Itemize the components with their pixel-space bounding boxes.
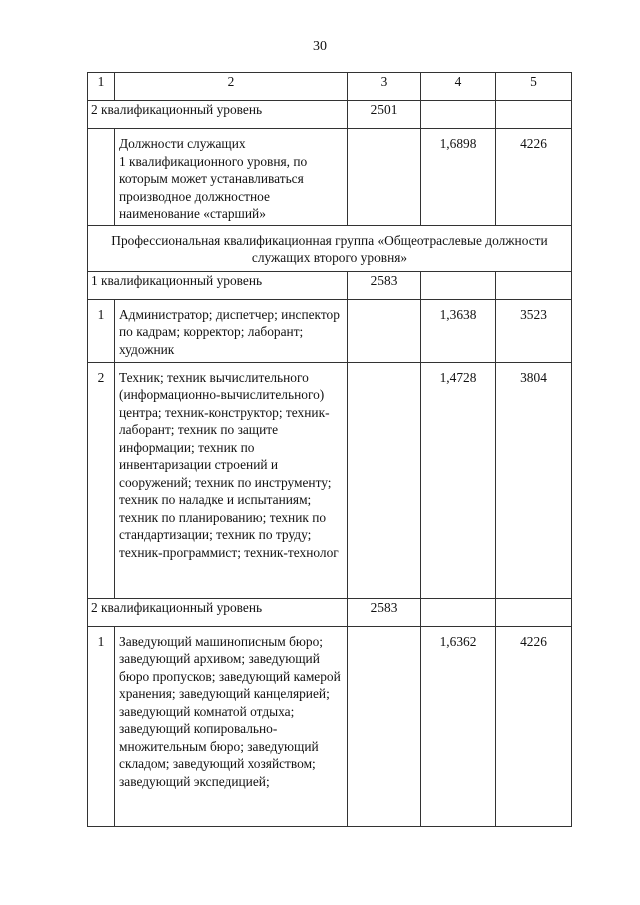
salary: 3523 (496, 299, 572, 362)
qualification-level-row (88, 598, 572, 626)
row-number (88, 129, 115, 226)
coefficient: 1,3638 (421, 299, 496, 362)
level-code: 2583 (348, 271, 421, 299)
table-row (88, 626, 572, 826)
level-code: 2501 (348, 101, 421, 129)
table-row (88, 299, 572, 362)
table-row (88, 362, 572, 598)
position-text (115, 129, 348, 226)
table-header-row (88, 73, 572, 101)
salary: 4226 (496, 626, 572, 826)
salary: 3804 (496, 362, 572, 598)
column-header: 3 (348, 73, 421, 101)
table-row (88, 129, 572, 226)
group-heading-row (88, 225, 572, 271)
position-text: Заведующий машинописным бюро; заведующий архивом; заведующий бюро пропусков; заведующий камерой хранения; заведующий канцелярией; заведующий комнатой отдыха; заведующий копировально-множительным бюро; заведующий складом; заведующий хозяйством; заведующий экспедицией; (115, 626, 348, 826)
level-label: 2 квалификационный уровень (88, 101, 348, 129)
position-text-line: Должности служащих (119, 136, 246, 151)
position-text: Техник; техник вычислительного (информационно-вычислительного) центра; техник-конструктор; техник-лаборант; техник по защите информации; техник по инвентаризации строений и сооружений; техник по инструменту; техник по наладке и испытаниям; техник по планированию; техник по стандартизации; техник по труду; техник-программист; техник-технолог (115, 362, 348, 598)
column-header: 5 (496, 73, 572, 101)
qualification-level-row (88, 271, 572, 299)
column-header: 1 (88, 73, 115, 101)
column-header: 2 (115, 73, 348, 101)
row-number: 2 (88, 362, 115, 598)
coefficient: 1,6898 (421, 129, 496, 226)
coefficient: 1,6362 (421, 626, 496, 826)
row-number: 1 (88, 626, 115, 826)
salary-table (87, 72, 572, 827)
position-text: Администратор; диспетчер; инспектор по кадрам; корректор; лаборант; художник (115, 299, 348, 362)
level-label: 1 квалификационный уровень (88, 271, 348, 299)
coefficient: 1,4728 (421, 362, 496, 598)
position-text-line: 1 квалификационного уровня, по которым может устанавливаться производное должностное наименование «старший» (119, 153, 308, 221)
column-header: 4 (421, 73, 496, 101)
level-code: 2583 (348, 598, 421, 626)
level-label: 2 квалификационный уровень (88, 598, 348, 626)
salary: 4226 (496, 129, 572, 226)
qualification-level-row (88, 101, 572, 129)
group-heading: Профессиональная квалификационная группа «Общеотраслевые должности служащих второго уровня» (88, 225, 572, 271)
page-number: 30 (313, 39, 327, 54)
row-number: 1 (88, 299, 115, 362)
